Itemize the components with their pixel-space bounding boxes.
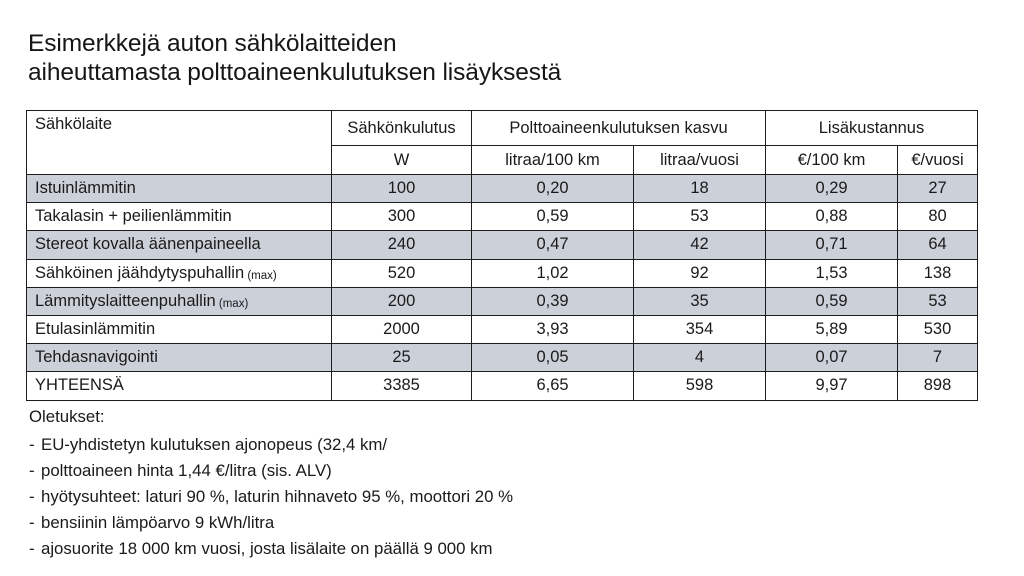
cell-power-w: 3385	[332, 372, 472, 400]
cell-euro-per-100km: 0,88	[766, 203, 898, 231]
header-unit-watt: W	[332, 146, 472, 175]
assumption-bullet-dash: -	[29, 487, 35, 506]
assumption-text: EU-yhdistetyn kulutuksen ajonopeus (32,4 km/	[41, 435, 388, 454]
assumptions-list	[29, 432, 929, 562]
assumption-item	[29, 432, 929, 458]
cell-euro-per-year: 7	[898, 344, 978, 372]
page-title-line-2: aiheuttamasta polttoaineenkulutuksen lisäyksestä	[28, 59, 562, 86]
assumption-bullet-dash: -	[29, 513, 35, 532]
assumption-bullet-dash: -	[29, 461, 35, 480]
table-header-group-row	[27, 111, 978, 146]
cell-litres-per-100km: 3,93	[472, 315, 634, 343]
consumption-table-container	[26, 110, 977, 401]
table-body	[27, 175, 978, 401]
cell-device-name: Tehdasnavigointi	[27, 344, 332, 372]
assumption-text: polttoaineen hinta 1,44 €/litra (sis. ALV)	[41, 461, 332, 480]
header-extra-cost-group: Lisäkustannus	[766, 111, 978, 146]
cell-device-name: Etulasinlämmitin	[27, 315, 332, 343]
cell-litres-per-100km: 6,65	[472, 372, 634, 400]
assumption-text: ajosuorite 18 000 km vuosi, josta lisälaite on päällä 9 000 km	[41, 539, 493, 558]
assumption-bullet-dash: -	[29, 539, 35, 558]
table-row	[27, 175, 978, 203]
cell-litres-per-year: 53	[634, 203, 766, 231]
cell-power-w: 25	[332, 344, 472, 372]
table-row	[27, 315, 978, 343]
assumption-text: bensiinin lämpöarvo 9 kWh/litra	[41, 513, 275, 532]
cell-euro-per-year: 27	[898, 175, 978, 203]
page-title	[28, 29, 788, 87]
header-unit-euro-per-100km: €/100 km	[766, 146, 898, 175]
cell-euro-per-year: 64	[898, 231, 978, 259]
cell-litres-per-year: 4	[634, 344, 766, 372]
table-row	[27, 344, 978, 372]
assumption-item	[29, 458, 929, 484]
assumption-item	[29, 510, 929, 536]
assumption-item	[29, 536, 929, 562]
cell-device-name: Istuinlämmitin	[27, 175, 332, 203]
cell-device-name: Sähköinen jäähdytyspuhallin (max)	[27, 259, 332, 287]
header-unit-litres-per-100km: litraa/100 km	[472, 146, 634, 175]
consumption-table	[26, 110, 978, 401]
cell-euro-per-year: 530	[898, 315, 978, 343]
cell-litres-per-year: 354	[634, 315, 766, 343]
assumption-text: hyötysuhteet: laturi 90 %, laturin hihnaveto 95 %, moottori 20 %	[41, 487, 514, 506]
cell-euro-per-100km: 0,59	[766, 287, 898, 315]
cell-power-w: 2000	[332, 315, 472, 343]
cell-power-w: 300	[332, 203, 472, 231]
assumption-item	[29, 484, 929, 510]
cell-litres-per-100km: 0,59	[472, 203, 634, 231]
cell-euro-per-100km: 0,07	[766, 344, 898, 372]
cell-litres-per-100km: 1,02	[472, 259, 634, 287]
assumptions-block	[29, 404, 929, 562]
cell-euro-per-100km: 5,89	[766, 315, 898, 343]
header-power-group: Sähkönkulutus	[332, 111, 472, 146]
cell-litres-per-year: 18	[634, 175, 766, 203]
cell-device-max-note: (max)	[244, 269, 277, 282]
cell-euro-per-year: 80	[898, 203, 978, 231]
cell-device-name: Takalasin + peilienlämmitin	[27, 203, 332, 231]
cell-litres-per-year: 598	[634, 372, 766, 400]
cell-euro-per-year: 898	[898, 372, 978, 400]
page-title-line-1: Esimerkkejä auton sähkölaitteiden	[28, 30, 397, 57]
table-row	[27, 231, 978, 259]
assumption-bullet-dash: -	[29, 435, 35, 454]
table-header	[27, 111, 978, 175]
cell-litres-per-year: 35	[634, 287, 766, 315]
assumptions-heading: Oletukset:	[29, 407, 105, 426]
cell-power-w: 200	[332, 287, 472, 315]
cell-litres-per-100km: 0,39	[472, 287, 634, 315]
table-row	[27, 203, 978, 231]
cell-euro-per-year: 53	[898, 287, 978, 315]
cell-euro-per-100km: 9,97	[766, 372, 898, 400]
cell-euro-per-100km: 0,71	[766, 231, 898, 259]
cell-litres-per-year: 92	[634, 259, 766, 287]
header-device: Sähkölaite	[27, 111, 332, 175]
header-unit-litres-per-year: litraa/vuosi	[634, 146, 766, 175]
cell-litres-per-year: 42	[634, 231, 766, 259]
table-row	[27, 287, 978, 315]
cell-power-w: 100	[332, 175, 472, 203]
header-unit-euro-per-year: €/vuosi	[898, 146, 978, 175]
cell-device-name: YHTEENSÄ	[27, 372, 332, 400]
cell-device-name: Stereot kovalla äänenpaineella	[27, 231, 332, 259]
cell-device-max-note: (max)	[215, 297, 249, 310]
cell-power-w: 240	[332, 231, 472, 259]
cell-power-w: 520	[332, 259, 472, 287]
header-fuel-growth-group: Polttoaineenkulutuksen kasvu	[472, 111, 766, 146]
cell-euro-per-year: 138	[898, 259, 978, 287]
cell-euro-per-100km: 0,29	[766, 175, 898, 203]
table-row	[27, 259, 978, 287]
cell-litres-per-100km: 0,05	[472, 344, 634, 372]
cell-device-name: Lämmityslaitteenpuhallin (max)	[27, 287, 332, 315]
cell-litres-per-100km: 0,47	[472, 231, 634, 259]
table-total-row	[27, 372, 978, 400]
cell-euro-per-100km: 1,53	[766, 259, 898, 287]
cell-litres-per-100km: 0,20	[472, 175, 634, 203]
